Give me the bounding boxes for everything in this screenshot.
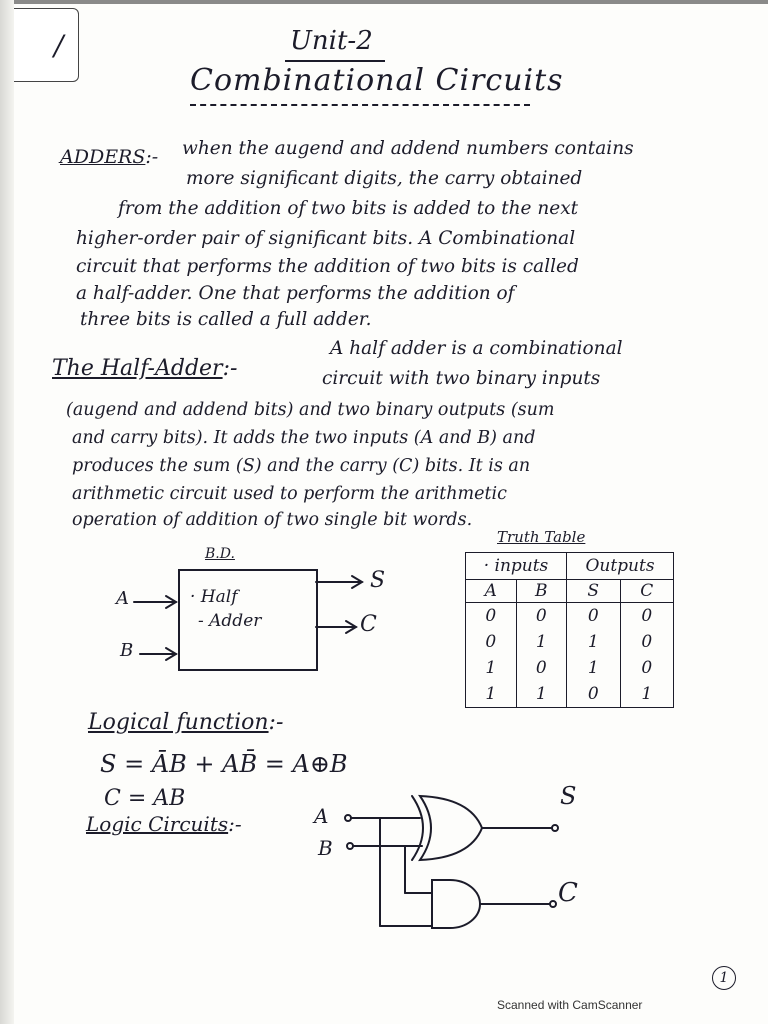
tt-cell: 0: [620, 629, 674, 655]
adders-line: higher-order pair of significant bits. A Combinational: [76, 228, 576, 249]
unit-title: Unit-2: [290, 26, 373, 56]
truth-table-title: Truth Table: [497, 528, 586, 546]
lc-output-s-label: S: [560, 782, 577, 810]
tt-cell: 1: [516, 629, 567, 655]
tt-col-header: A: [466, 580, 517, 603]
tt-group-outputs: Outputs: [567, 553, 674, 580]
tt-cell: 1: [466, 681, 517, 708]
scanner-footer: Scanned with CamScanner: [497, 998, 643, 1012]
page-number: 1: [712, 966, 736, 990]
block-text-line2: - Adder: [198, 611, 262, 631]
tt-cell: 0: [466, 629, 517, 655]
logical-function-heading: Logical function: [88, 710, 269, 735]
tt-cell: 0: [466, 603, 517, 630]
block-text-line1: · Half: [190, 587, 238, 607]
half-adder-line: produces the sum (S) and the carry (C) bits. It is an: [72, 456, 531, 476]
half-adder-line: A half adder is a combinational: [330, 338, 623, 359]
tt-group-inputs: · inputs: [466, 553, 567, 580]
half-adder-line: circuit with two binary inputs: [322, 368, 601, 389]
half-adder-line: operation of addition of two single bit words.: [72, 510, 473, 530]
logic-circuits-heading: Logic Circuits: [86, 812, 229, 836]
adders-label: ADDERS: [60, 146, 146, 168]
adders-line: when the augend and addend numbers contains: [182, 138, 634, 159]
tt-cell: 1: [516, 681, 567, 708]
half-adder-heading: The Half-Adder: [52, 356, 223, 381]
bd-output-c-label: C: [360, 612, 377, 637]
logic-circuits-sep: :-: [228, 812, 242, 836]
half-adder-sep: :-: [222, 356, 238, 381]
adders-line: circuit that performs the addition of two bits is called: [76, 256, 579, 277]
and-gate-body: [432, 880, 480, 928]
half-adder-line: arithmetic circuit used to perform the arithmetic: [72, 484, 507, 504]
adders-line: three bits is called a full adder.: [80, 309, 372, 330]
tt-cell: 0: [567, 681, 621, 708]
lc-output-s-node: [552, 825, 558, 831]
tt-col-header: S: [567, 580, 621, 603]
lc-input-b-label: B: [318, 836, 333, 860]
tt-cell: 1: [620, 681, 674, 708]
adders-sep: :-: [145, 146, 159, 168]
lc-input-a-label: A: [314, 804, 329, 828]
tt-cell: 0: [620, 603, 674, 630]
tt-cell: 0: [516, 655, 567, 681]
adders-line: a half-adder. One that performs the addition of: [76, 283, 515, 304]
tt-col-header: C: [620, 580, 674, 603]
tab-mark: /: [54, 29, 64, 62]
half-adder-line: (augend and addend bits) and two binary outputs (sum: [66, 400, 555, 420]
lc-output-c-label: C: [558, 878, 578, 908]
bd-output-s-label: S: [370, 568, 386, 593]
tt-cell: 0: [620, 655, 674, 681]
block-diagram-label: B.D.: [205, 546, 235, 562]
lc-output-c-node: [550, 901, 556, 907]
adders-line: from the addition of two bits is added to the next: [118, 198, 579, 219]
tt-cell: 1: [567, 655, 621, 681]
sum-equation: S = ĀB + AB̄ = A⊕B: [100, 750, 348, 778]
bd-input-a-label: A: [116, 588, 129, 609]
tt-cell: 1: [466, 655, 517, 681]
xor-gate-extra-arc: [412, 796, 423, 860]
bd-input-b-label: B: [120, 640, 134, 661]
tt-col-header: B: [516, 580, 567, 603]
logical-function-sep: :-: [268, 710, 284, 735]
tt-cell: 1: [567, 629, 621, 655]
xor-gate-body: [420, 796, 482, 860]
half-adder-line: and carry bits). It adds the two inputs (A and B) and: [72, 428, 536, 448]
chapter-title: Combinational Circuits: [190, 63, 564, 98]
adders-line: more significant digits, the carry obtained: [186, 168, 583, 189]
tt-cell: 0: [567, 603, 621, 630]
tt-cell: 0: [516, 603, 567, 630]
carry-equation: C = AB: [104, 786, 186, 811]
